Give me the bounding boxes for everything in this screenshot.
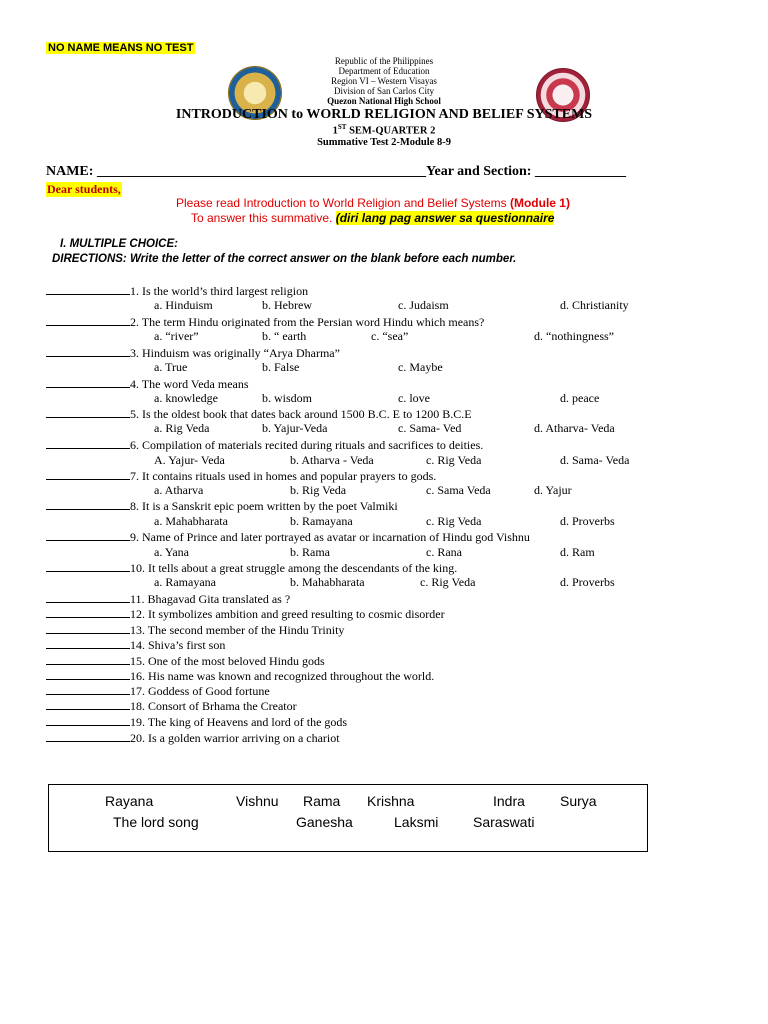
identification-text: 16. His name was known and recognized throughout the world.: [130, 669, 435, 683]
year-section-label: Year and Section:: [425, 164, 532, 179]
multiple-choice-title: I. MULTIPLE CHOICE:: [60, 238, 178, 250]
option: d. Ram: [560, 545, 595, 559]
option: c. Judaism: [398, 298, 449, 312]
word-bank-item: Rayana: [105, 793, 154, 809]
answer-blank[interactable]: [46, 498, 130, 510]
question-text: 8. It is a Sanskrit epic poem written by the poet Valmiki: [130, 499, 398, 513]
option: a. “river”: [154, 329, 199, 343]
answer-blank[interactable]: [46, 653, 130, 665]
multiple-choice-directions: DIRECTIONS: Write the letter of the correct answer on the blank before each number.: [52, 253, 517, 265]
option: d. Christianity: [560, 298, 629, 312]
option: b. “ earth: [262, 329, 307, 343]
option: A. Yajur- Veda: [154, 453, 225, 467]
semester-number: 1: [332, 125, 338, 137]
identification-row: [46, 622, 344, 638]
identification-row: [46, 668, 434, 684]
option: a. Yana: [154, 545, 189, 559]
option: c. love: [398, 391, 430, 405]
option: d. Yajur: [534, 483, 572, 497]
instruction-2-text: To answer this summative.: [191, 211, 336, 225]
dear-students: Dear students,: [47, 182, 121, 196]
option: b. Hebrew: [262, 298, 312, 312]
option: b. Rama: [290, 545, 330, 559]
option: c. Rig Veda: [426, 514, 482, 528]
name-label: NAME:: [46, 164, 94, 179]
answer-blank[interactable]: [46, 283, 130, 295]
semester-quarter: SEM-QUARTER 2: [346, 125, 436, 137]
answer-blank[interactable]: [46, 376, 130, 388]
identification-row: [46, 714, 347, 730]
identification-text: 19. The king of Heavens and lord of the gods: [130, 715, 348, 729]
identification-text: 14. Shiva’s first son: [130, 638, 226, 652]
semester-suffix: ST: [337, 123, 347, 131]
answer-blank[interactable]: [46, 714, 130, 726]
word-bank-item: Ganesha: [296, 814, 353, 830]
identification-text: 15. One of the most beloved Hindu gods: [130, 654, 325, 668]
identification-row: [46, 653, 325, 669]
option: c. Sama Veda: [426, 483, 491, 497]
question-text: 3. Hinduism was originally “Arya Dharma”: [130, 346, 340, 360]
question-text: 6. Compilation of materials recited during rituals and sacrifices to deities.: [130, 438, 484, 452]
option: c. “sea”: [371, 329, 409, 343]
question-row: [46, 468, 436, 484]
header-republic: Republic of the Philippines: [334, 56, 434, 66]
word-bank-item: Saraswati: [473, 814, 535, 830]
instruction-line-2: [191, 211, 554, 225]
answer-blank[interactable]: [46, 560, 130, 572]
option: d. Proverbs: [560, 575, 615, 589]
option: a. Ramayana: [154, 575, 216, 589]
answer-blank[interactable]: [46, 606, 130, 618]
identification-row: [46, 730, 340, 746]
word-bank-item: Vishnu: [236, 793, 279, 809]
answer-blank[interactable]: [46, 468, 130, 480]
identification-row: [46, 637, 225, 653]
answer-blank[interactable]: [46, 683, 130, 695]
instruction-line-1: [176, 196, 570, 210]
option: c. Rana: [426, 545, 462, 559]
option: c. Rig Veda: [420, 575, 476, 589]
answer-blank[interactable]: [46, 637, 130, 649]
answer-blank[interactable]: [46, 529, 130, 541]
question-row: [46, 498, 398, 514]
answer-blank[interactable]: [46, 698, 130, 710]
option: c. Rig Veda: [426, 453, 482, 467]
identification-text: 18. Consort of Brhama the Creator: [130, 699, 297, 713]
option: d. Sama- Veda: [560, 453, 630, 467]
option: d. peace: [560, 391, 600, 405]
answer-blank[interactable]: [46, 314, 130, 326]
question-row: [46, 437, 483, 453]
instruction-1-module: (Module 1): [509, 196, 570, 210]
question-text: 5. Is the oldest book that dates back around 1500 B.C. E to 1200 B.C.E: [130, 407, 472, 421]
answer-blank[interactable]: [46, 622, 130, 634]
option: c. Sama- Ved: [398, 421, 462, 435]
semester-line: [0, 123, 768, 137]
question-row: [46, 406, 472, 422]
identification-text: 12. It symbolizes ambition and greed resulting to cosmic disorder: [130, 607, 445, 621]
question-row: [46, 560, 457, 576]
question-text: 10. It tells about a great struggle among the descendants of the king.: [130, 561, 458, 575]
identification-row: [46, 683, 270, 699]
answer-blank[interactable]: [46, 730, 130, 742]
option: b. wisdom: [262, 391, 313, 405]
option: a. True: [154, 360, 188, 374]
identification-row: [46, 606, 445, 622]
answer-blank[interactable]: [46, 591, 130, 603]
answer-blank[interactable]: [46, 668, 130, 680]
option: d. Atharva- Veda: [534, 421, 615, 435]
option: b. Mahabharata: [290, 575, 365, 589]
question-row: [46, 345, 340, 361]
word-bank-item: The lord song: [113, 814, 199, 830]
question-row: [46, 314, 484, 330]
option: a. knowledge: [154, 391, 218, 405]
option: b. Ramayana: [290, 514, 353, 528]
option: a. Hinduism: [154, 298, 213, 312]
answer-blank[interactable]: [46, 406, 130, 418]
option: b. Atharva - Veda: [290, 453, 374, 467]
option: d. Proverbs: [560, 514, 615, 528]
question-row: [46, 376, 249, 392]
answer-blank[interactable]: [46, 345, 130, 357]
identification-row: [46, 698, 297, 714]
question-row: [46, 283, 308, 299]
header-division: Division of San Carlos City: [333, 86, 434, 96]
name-row: [46, 164, 626, 180]
question-text: 7. It contains rituals used in homes and popular prayers to gods.: [130, 469, 437, 483]
word-bank-item: Laksmi: [394, 814, 439, 830]
option: b. Rig Veda: [290, 483, 347, 497]
option: b. False: [262, 360, 300, 374]
identification-text: 11. Bhagavad Gita translated as ?: [130, 592, 291, 606]
option: a. Atharva: [154, 483, 204, 497]
instruction-2-highlight: (diri lang pag answer sa questionnaire: [335, 211, 555, 225]
option: c. Maybe: [398, 360, 443, 374]
identification-text: 20. Is a golden warrior arriving on a chariot: [130, 731, 340, 745]
word-bank-box: [48, 784, 648, 852]
course-title: INTRODUCTION to WORLD RELIGION AND BELIEF SYSTEMS: [175, 107, 593, 122]
year-section-field[interactable]: _____________: [534, 164, 626, 179]
name-field[interactable]: _______________________________________________: [96, 164, 426, 179]
header-deped: Department of Education: [338, 66, 430, 76]
question-text: 9. Name of Prince and later portrayed as avatar or incarnation of Hindu god Vishnu: [130, 530, 530, 544]
question-text: 2. The term Hindu originated from the Persian word Hindu which means?: [130, 315, 485, 329]
summative-title: Summative Test 2-Module 8-9: [317, 137, 451, 148]
header-school: Quezon National High School: [327, 96, 441, 106]
no-name-warning: NO NAME MEANS NO TEST: [48, 42, 194, 54]
option: a. Mahabharata: [154, 514, 228, 528]
identification-text: 13. The second member of the Hindu Trinity: [130, 623, 345, 637]
question-text: 4. The word Veda means: [130, 377, 249, 391]
option: b. Yajur-Veda: [262, 421, 328, 435]
option: a. Rig Veda: [154, 421, 210, 435]
identification-text: 17. Goddess of Good fortune: [130, 684, 270, 698]
instruction-1-text: Please read Introduction to World Religion and Belief Systems: [176, 196, 510, 210]
answer-blank[interactable]: [46, 437, 130, 449]
word-bank-item: Indra: [493, 793, 525, 809]
option: d. “nothingness”: [534, 329, 614, 343]
question-row: [46, 529, 530, 545]
question-text: 1. Is the world’s third largest religion: [130, 284, 309, 298]
word-bank-item: Surya: [560, 793, 597, 809]
word-bank-item: Rama: [303, 793, 341, 809]
word-bank-item: Krishna: [367, 793, 415, 809]
header-region: Region VI – Western Visayas: [331, 76, 437, 86]
identification-row: [46, 591, 290, 607]
